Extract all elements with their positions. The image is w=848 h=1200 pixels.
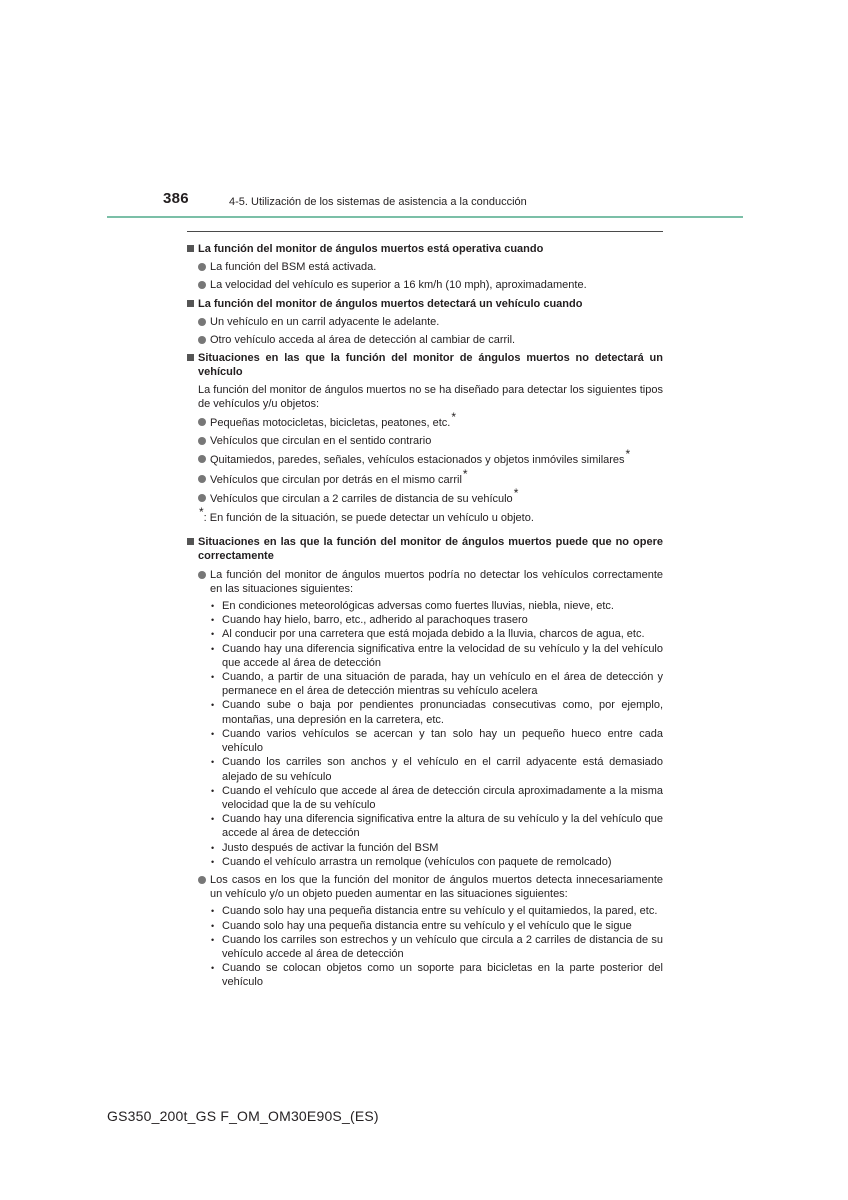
square-bullet-icon: [187, 245, 194, 252]
sub-list-item: [187, 812, 663, 840]
bullet-item: [187, 278, 663, 292]
sub-list-item: [187, 933, 663, 961]
section-heading: [187, 351, 663, 379]
footnote-star: *: [625, 447, 631, 462]
bullet-item: [187, 333, 663, 347]
bullet-text: Un vehículo en un carril adyacente le adelante.: [210, 315, 440, 328]
bullet-text: Los casos en los que la función del monitor de ángulos muertos detecta innecesariamente un vehículo y/o un objeto pueden aumentar en las situaciones siguientes:: [210, 873, 663, 901]
sub-bullet-mark: •: [211, 700, 215, 711]
section-heading: [187, 242, 663, 256]
bullet-text: Vehículos que circulan a 2 carriles de distancia de su vehículo: [210, 492, 513, 505]
square-bullet-icon: [187, 538, 194, 545]
footnote-mark: *: [199, 505, 204, 520]
sub-bullet-mark: •: [211, 615, 215, 626]
sub-bullet-mark: •: [211, 842, 215, 853]
sub-list-text: Cuando solo hay una pequeña distancia entre su vehículo y el vehículo que le sigue: [222, 919, 632, 932]
bullet-text: Quitamiedos, paredes, señales, vehículos estacionados y objetos inmóviles similares: [210, 454, 625, 467]
bullet-text: Vehículos que circulan por detrás en el mismo carril: [210, 473, 462, 486]
page-number: 386: [163, 190, 189, 207]
round-bullet-icon: [198, 281, 206, 289]
bullet-item: [187, 315, 663, 329]
sub-list-text: Cuando se colocan objetos como un soporte para bicicletas en la parte posterior del vehículo: [222, 962, 663, 989]
sub-bullet-mark: •: [211, 814, 215, 825]
square-bullet-icon: [187, 300, 194, 307]
section-title: 4-5. Utilización de los sistemas de asistencia a la conducción: [229, 196, 527, 208]
footnote-star: *: [451, 410, 456, 425]
round-bullet-icon: [198, 571, 206, 579]
sub-list-item: [187, 698, 663, 726]
sub-list-text: Cuando los carriles son estrechos y un vehículo que circula a 2 carriles de distancia de su vehículo accede al área de detección: [222, 933, 663, 960]
sub-list-item: [187, 670, 663, 698]
round-bullet-icon: [198, 336, 206, 344]
sub-list-text: Cuando sube o baja por pendientes pronunciadas consecutivas como, por ejemplo, montañas, una depresión en la carretera, etc.: [222, 699, 663, 726]
sub-list-item: [187, 961, 663, 989]
heading-text: La función del monitor de ángulos muertos detectará un vehículo cuando: [198, 297, 583, 310]
footnote-star: *: [462, 466, 468, 481]
sub-list-item: [187, 727, 663, 755]
bullet-item: [187, 260, 663, 274]
bullet-text: Vehículos que circulan en el sentido contrario: [210, 435, 432, 448]
sub-bullet-mark: •: [211, 934, 215, 945]
sub-bullet-mark: •: [211, 728, 215, 739]
sub-bullet-mark: •: [211, 643, 215, 654]
sub-list-text: Cuando el vehículo que accede al área de detección circula aproximadamente a la misma velocidad que la de su vehículo: [222, 784, 663, 811]
sub-bullet-mark: •: [211, 856, 215, 867]
bullet-text: Otro vehículo acceda al área de detección al cambiar de carril.: [210, 334, 516, 347]
sub-list-text: Cuando hay una diferencia significativa entre la velocidad de su vehículo y la del vehículo que accede al área de detección: [222, 642, 663, 669]
sub-list-item: [187, 613, 663, 627]
sub-list-item: [187, 904, 663, 918]
sub-list-text: Cuando los carriles son anchos y el vehículo en el carril adyacente está demasiado alejado de su vehículo: [222, 756, 663, 783]
sub-bullet-mark: •: [211, 672, 215, 683]
document-code: GS350_200t_GS F_OM_OM30E90S_(ES): [107, 1108, 379, 1124]
sub-list-item: [187, 627, 663, 641]
bullet-item: [187, 447, 663, 467]
round-bullet-icon: [198, 475, 206, 483]
sub-list-text: Cuando hay una diferencia significativa entre la altura de su vehículo y la del vehículo que accede al área de detección: [222, 813, 663, 840]
page-content: [187, 238, 663, 990]
bullet-text: La velocidad del vehículo es superior a 16 km/h (10 mph), aproximadamente.: [210, 279, 587, 292]
sub-bullet-mark: •: [211, 963, 215, 974]
sub-list-item: [187, 855, 663, 869]
heading-text: La función del monitor de ángulos muertos está operativa cuando: [198, 243, 544, 255]
sub-bullet-mark: •: [211, 601, 215, 612]
sub-list-text: Cuando el vehículo arrastra un remolque (vehículos con paquete de remolcado): [222, 855, 612, 868]
round-bullet-icon: [198, 876, 206, 884]
sub-list-item: [187, 599, 663, 613]
sub-list-item: [187, 919, 663, 933]
round-bullet-icon: [198, 455, 206, 463]
bullet-text: Pequeñas motocicletas, bicicletas, peatones, etc.: [210, 417, 451, 430]
bullet-item: [187, 466, 663, 487]
sub-list-text: Cuando varios vehículos se acercan y tan solo hay un pequeño hueco entre cada vehículo: [222, 727, 663, 755]
footnote-star: *: [513, 485, 519, 500]
sub-list-text: Cuando solo hay una pequeña distancia entre su vehículo y el quitamiedos, la pared, etc.: [222, 905, 658, 918]
sub-bullet-mark: •: [211, 757, 215, 768]
section-heading: [187, 535, 663, 563]
sub-list-item: [187, 755, 663, 783]
sub-list-item: [187, 642, 663, 670]
sub-bullet-mark: •: [211, 785, 215, 796]
sub-list-text: Cuando, a partir de una situación de parada, hay un vehículo en el área de detección y permanece en el área de detección mientras su vehículo acelera: [222, 671, 663, 698]
sub-bullet-mark: •: [211, 629, 215, 640]
sub-bullet-mark: •: [211, 920, 215, 931]
bullet-item: [187, 434, 663, 448]
bullet-text: La función del BSM está activada.: [210, 261, 377, 274]
heading-text: Situaciones en las que la función del monitor de ángulos muertos no detectará un vehículo: [198, 352, 663, 379]
content-rule: [187, 231, 663, 232]
bullet-text: La función del monitor de ángulos muertos podría no detectar los vehículos correctamente en las situaciones siguientes:: [210, 568, 663, 595]
sub-list-text: Al conducir por una carretera que está mojada debido a la lluvia, charcos de agua, etc.: [222, 628, 645, 641]
bullet-item: [187, 485, 663, 506]
sub-list-text: En condiciones meteorológicas adversas como fuertes lluvias, niebla, nieve, etc.: [222, 600, 614, 613]
bullet-item: [187, 410, 663, 430]
heading-text: Situaciones en las que la función del monitor de ángulos muertos puede que no opere correctamente: [198, 536, 663, 563]
footnote: [187, 505, 663, 525]
round-bullet-icon: [198, 418, 206, 426]
bullet-item: [187, 873, 663, 901]
paragraph: La función del monitor de ángulos muertos no se ha diseñado para detectar los siguientes tipos de vehículos y/u objetos:: [198, 383, 663, 410]
bullet-item: [187, 568, 663, 596]
round-bullet-icon: [198, 437, 206, 445]
sub-list: [187, 599, 663, 869]
sub-list-text: Cuando hay hielo, barro, etc., adherido al parachoques trasero: [222, 614, 528, 627]
footnote-text: : En función de la situación, se puede detectar un vehículo u objeto.: [203, 512, 534, 525]
round-bullet-icon: [198, 494, 206, 502]
round-bullet-icon: [198, 263, 206, 271]
sub-list-text: Justo después de activar la función del BSM: [222, 841, 439, 854]
section-heading: [187, 297, 663, 311]
sub-list-item: [187, 784, 663, 812]
round-bullet-icon: [198, 318, 206, 326]
header-rule: [107, 216, 743, 218]
sub-list-item: [187, 841, 663, 855]
sub-bullet-mark: •: [211, 906, 215, 917]
square-bullet-icon: [187, 354, 194, 361]
sub-list: [187, 904, 663, 989]
